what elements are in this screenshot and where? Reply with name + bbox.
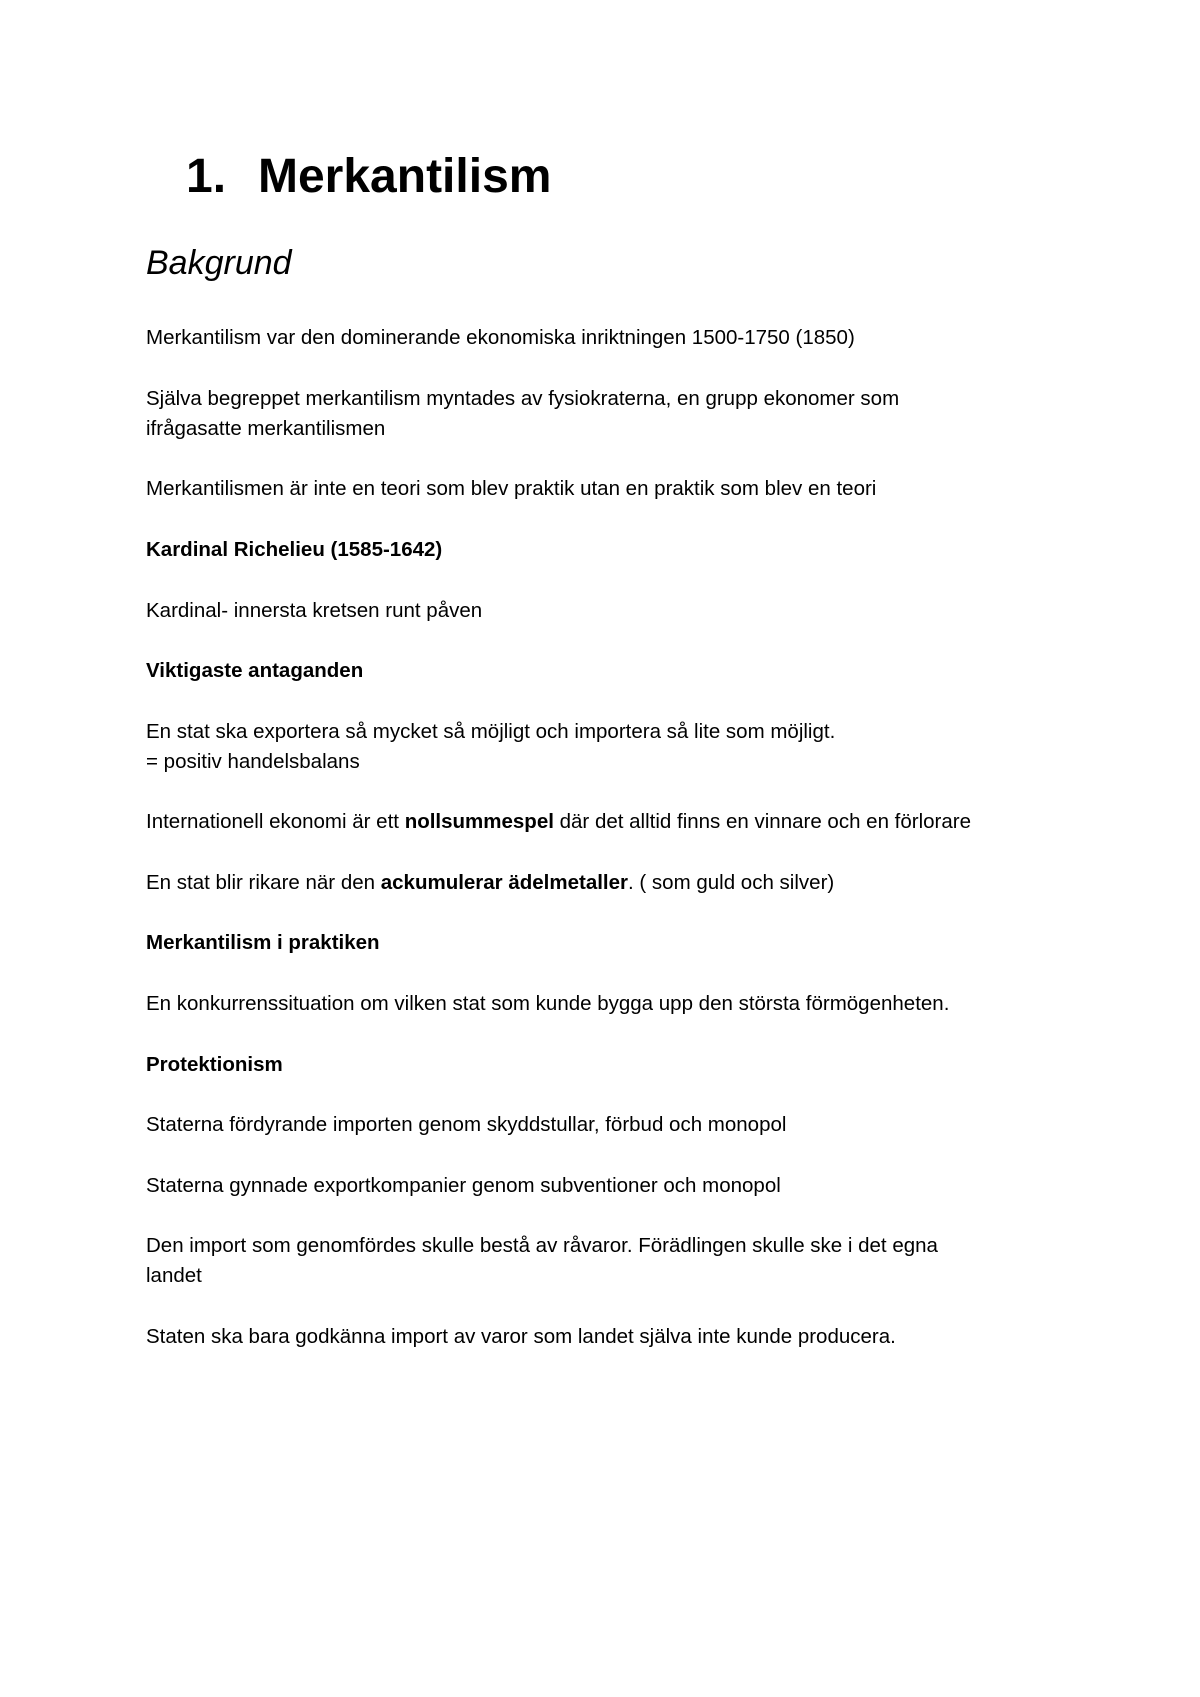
paragraph-export-import [146, 717, 1066, 777]
subheading-protectionism: Protektionism [146, 1053, 283, 1076]
text-run: Internationell ekonomi är ett [146, 810, 405, 833]
paragraph-line: Den import som genomfördes skulle bestå av råvaror. Förädlingen skulle ske i det egna [146, 1234, 938, 1257]
page-title [186, 148, 551, 206]
text-run: där det alltid finns en vinnare och en förlorare [553, 810, 972, 833]
paragraph-competition: En konkurrenssituation om vilken stat som kunde bygga upp den största förmögenheten. [146, 992, 950, 1015]
subheading-assumptions: Viktigaste antaganden [146, 659, 364, 682]
section-subheading: Bakgrund [146, 244, 292, 282]
paragraph-line: = positiv handelsbalans [146, 750, 360, 773]
heading-title: Merkantilism [258, 150, 552, 203]
heading-number: 1. [186, 150, 227, 203]
paragraph-zero-sum [146, 807, 1066, 837]
bold-term: nollsummespel [404, 810, 554, 833]
subheading-practice: Merkantilism i praktiken [146, 931, 380, 954]
paragraph-line: Själva begreppet merkantilism myntades av fysiokraterna, en grupp ekonomer som [146, 387, 900, 410]
text-run: . ( som guld och silver) [628, 871, 835, 894]
bold-term: ackumulerar ädelmetaller [380, 871, 629, 894]
paragraph-kardinal: Kardinal- innersta kretsen runt påven [146, 599, 483, 622]
paragraph-line: ifrågasatte merkantilismen [146, 417, 386, 440]
paragraph-line: landet [146, 1264, 202, 1287]
paragraph-tariffs: Staterna fördyrande importen genom skyddstullar, förbud och monopol [146, 1113, 787, 1136]
paragraph-definition: Merkantilism var den dominerande ekonomiska inriktningen 1500-1750 (1850) [146, 326, 855, 349]
subheading-richelieu: Kardinal Richelieu (1585-1642) [146, 538, 443, 561]
paragraph-line: En stat ska exportera så mycket så möjligt och importera så lite som möjligt. [146, 720, 836, 743]
text-run: En stat blir rikare när den [146, 871, 381, 894]
paragraph-term-origin [146, 384, 1066, 444]
paragraph-raw-materials [146, 1231, 1066, 1291]
paragraph-export-companies: Staterna gynnade exportkompanier genom subventioner och monopol [146, 1174, 781, 1197]
paragraph-precious-metals [146, 868, 1066, 898]
paragraph-theory-practice: Merkantilismen är inte en teori som blev praktik utan en praktik som blev en teori [146, 477, 877, 500]
paragraph-import-approval: Staten ska bara godkänna import av varor som landet själva inte kunde producera. [146, 1325, 896, 1348]
